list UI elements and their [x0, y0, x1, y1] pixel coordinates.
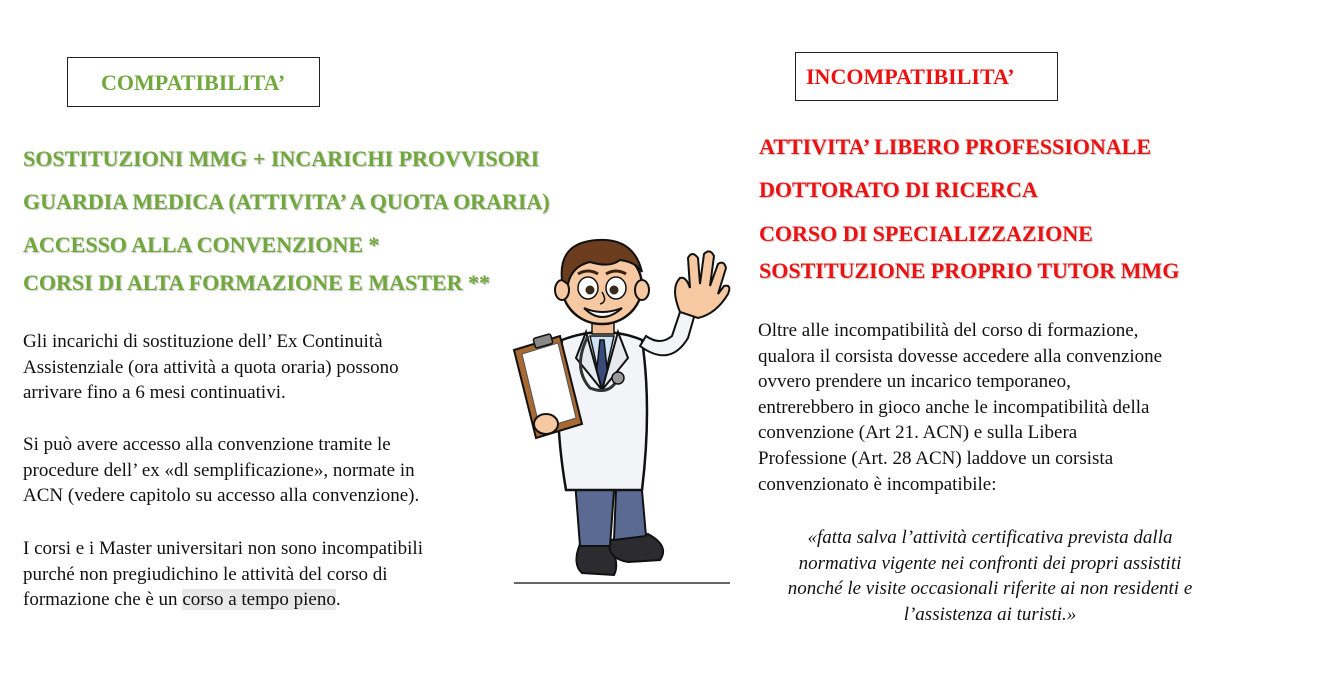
incompatibility-item: DOTTORATO DI RICERCA: [759, 177, 1038, 202]
incompatibility-paragraph: Oltre alle incompatibilità del corso di formazione, qualora il corsista dovesse accedere alla convenzione ovvero prendere un incarico temporaneo, entrerebbero in gioco anche le incompatibilità della convenzione (Art 21. ACN) e sulla Libera Professione (Art. 28 ACN) laddove un corsista convenzionato è incompatibile:: [758, 320, 1163, 495]
doctor-illustration: [510, 228, 735, 590]
master-courses-paragraph: I corsi e i Master universitari non sono incompatibili purché non pregiudichino le attività del corso di formazione che è un corso a tempo pieno.: [23, 538, 423, 611]
compatibility-item: CORSI DI ALTA FORMAZIONE E MASTER **: [23, 270, 490, 295]
incompatibility-item: ATTIVITA’ LIBERO PROFESSIONALE: [759, 134, 1152, 159]
incompatibility-item: CORSO DI SPECIALIZZAZIONE: [759, 221, 1093, 246]
incompatibility-title: INCOMPATIBILITA’: [806, 64, 1015, 89]
compatibility-item: ACCESSO ALLA CONVENZIONE *: [23, 232, 380, 257]
convention-access-paragraph: Si può avere accesso alla convenzione tramite le procedure dell’ ex «dl semplificazione», normate in ACN (vedere capitolo su accesso alla convenzione).: [23, 434, 420, 507]
incompatibility-title-box: [795, 52, 1058, 101]
compatibility-item: SOSTITUZIONI MMG + INCARICHI PROVVISORI: [23, 146, 540, 171]
incompatibility-item: SOSTITUZIONE PROPRIO TUTOR MMG: [759, 258, 1180, 283]
compatibility-title: COMPATIBILITA’: [101, 70, 286, 95]
full-time-highlight: corso a tempo pieno: [182, 589, 336, 611]
compatibility-item: GUARDIA MEDICA (ATTIVITA’ A QUOTA ORARIA): [23, 189, 550, 214]
substitution-paragraph: Gli incarichi di sostituzione dell’ Ex Continuità Assistenziale (ora attività a quota oraria) possono arrivare fino a 6 mesi continuativi.: [23, 331, 399, 404]
compatibility-title-box: [67, 57, 320, 107]
acn-quote: «fatta salva l’attività certificativa prevista dalla normativa vigente nei confronti dei propri assistiti nonché le visite occasionali riferite ai non residenti e l’assistenza ai turisti.»: [787, 527, 1193, 625]
